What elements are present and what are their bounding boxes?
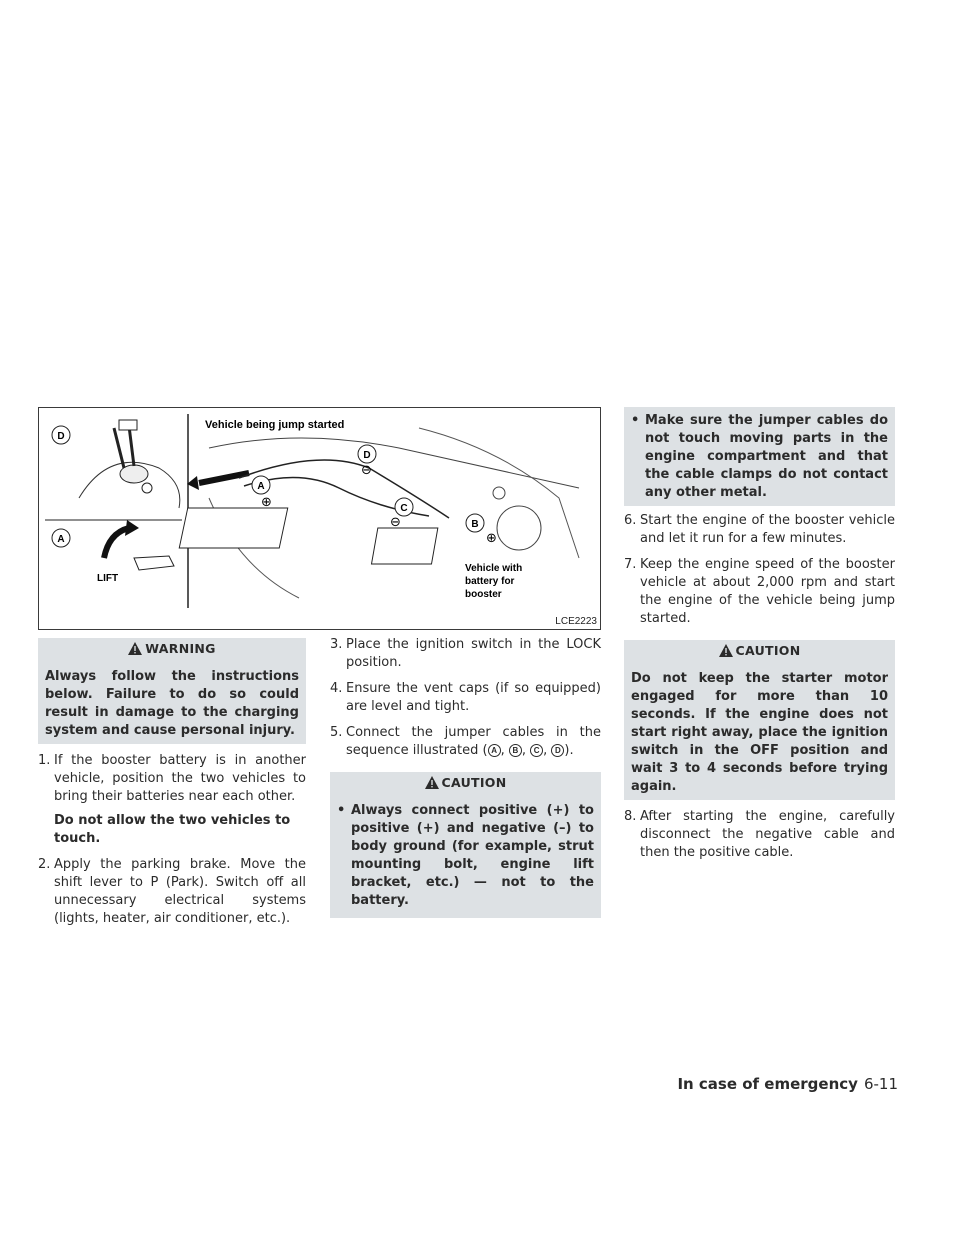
step-1-text: If the booster battery is in another vehicle, position the two vehicles to bring their batteries near each other. [54,753,306,804]
booster-label-3: booster [465,589,502,600]
caution-triangle-icon [719,642,733,664]
step-8: 8. After starting the engine, carefully disconnect the negative cable and then the positive cable. [624,809,895,860]
circle-b-icon: B [509,744,522,757]
step-3-text: Place the ignition switch in the LOCK position. [346,637,601,670]
caution-bullet-1: • Always connect positive (+) to positive (+) and negative (–) to body ground (for example, strut mounting bolt, engine lift bracket, etc.) — not to the battery. [337,803,594,908]
warning-header [38,638,306,660]
step-3: 3. Place the ignition switch in the LOCK position. [330,637,601,670]
step-5: 5. Connect the jumper cables in the sequence illustrated ( A , B , C , D ). [330,725,601,758]
label-c: C [400,503,408,514]
step-1: 1. If the booster battery is in another vehicle, position the two vehicles to bring their batteries near each other. [38,753,306,804]
caution-header-2 [624,640,895,662]
step-4-text: Ensure the vent caps (if so equipped) are level and tight. [346,681,601,714]
circle-a-icon: A [488,744,501,757]
label-d: D [363,450,371,461]
label-b: B [471,519,479,530]
caution-box-1 [330,772,601,918]
caution-box-2 [624,640,895,800]
caution-body-2: Do not keep the starter motor engaged for more than 10 seconds. If the engine does not start right away, place the ignition switch in the OFF position and wait 3 to 4 seconds before trying again. [631,671,888,794]
column-3 [624,407,895,870]
warning-box [38,638,306,744]
step-6-text: Start the engine of the booster vehicle and let it run for a few minutes. [640,513,895,546]
column-1 [38,638,306,936]
caution-triangle-icon [425,774,439,796]
svg-text:⊕: ⊕ [486,531,497,546]
vehicle-jump-label: Vehicle being jump started [205,419,345,431]
label-d-inset: D [57,431,65,442]
caution-bullet-2: • Make sure the jumper cables do not touch moving parts in the engine compartment and that the cable clamps do not contact any other metal. [631,413,888,500]
circle-d-icon: D [551,744,564,757]
jump-start-illustration [38,407,601,630]
caution-title-2: CAUTION [735,643,801,658]
step-6: 6. Start the engine of the booster vehicle and let it run for a few minutes. [624,513,895,546]
step-1-bold: Do not allow the two vehicles to touch. [54,813,291,846]
step-8-text: After starting the engine, carefully disconnect the negative cable and then the positive cable. [640,809,895,860]
column-2 [330,636,601,918]
warning-body: Always follow the instructions below. Failure to do so could result in damage to the charging system and cause personal injury. [45,669,299,738]
label-a-inset: A [57,534,65,545]
circle-c-icon: C [530,744,543,757]
caution-title-1: CAUTION [441,775,507,790]
step-5-text: Connect the jumper cables in the sequence illustrated ( A , B , C , D ). [346,725,601,758]
page-footer [677,1075,898,1093]
label-a: A [257,481,265,492]
page-number: 6-11 [863,1075,898,1093]
svg-text:⊖: ⊖ [361,463,372,478]
booster-label-1: Vehicle with [465,563,523,574]
warning-triangle-icon [128,640,142,662]
booster-label-2: battery for [465,576,515,587]
figure-code: LCE2223 [555,616,597,627]
step-7: 7. Keep the engine speed of the booster vehicle at about 2,000 rpm and start the engine of the vehicle being jump started. [624,557,895,626]
engine-diagram [39,408,601,630]
svg-text:⊕: ⊕ [261,495,272,510]
step-2: 2. Apply the parking brake. Move the shift lever to P (Park). Switch off all unnecessary electrical systems (lights, heater, air conditioner, etc.). [38,857,306,926]
section-title: In case of emergency [677,1075,858,1093]
caution-header-1 [330,772,601,794]
step-4: 4. Ensure the vent caps (if so equipped) are level and tight. [330,681,601,714]
svg-text:⊖: ⊖ [390,515,401,530]
caution-box-1-continued [624,407,895,506]
step-7-text: Keep the engine speed of the booster vehicle at about 2,000 rpm and start the engine of the vehicle being jump started. [640,557,895,626]
warning-title: WARNING [145,641,216,656]
step-2-text: Apply the parking brake. Move the shift lever to P (Park). Switch off all unnecessary electrical systems (lights, heater, air conditioner, etc.). [54,857,306,926]
lift-label: LIFT [97,573,119,584]
